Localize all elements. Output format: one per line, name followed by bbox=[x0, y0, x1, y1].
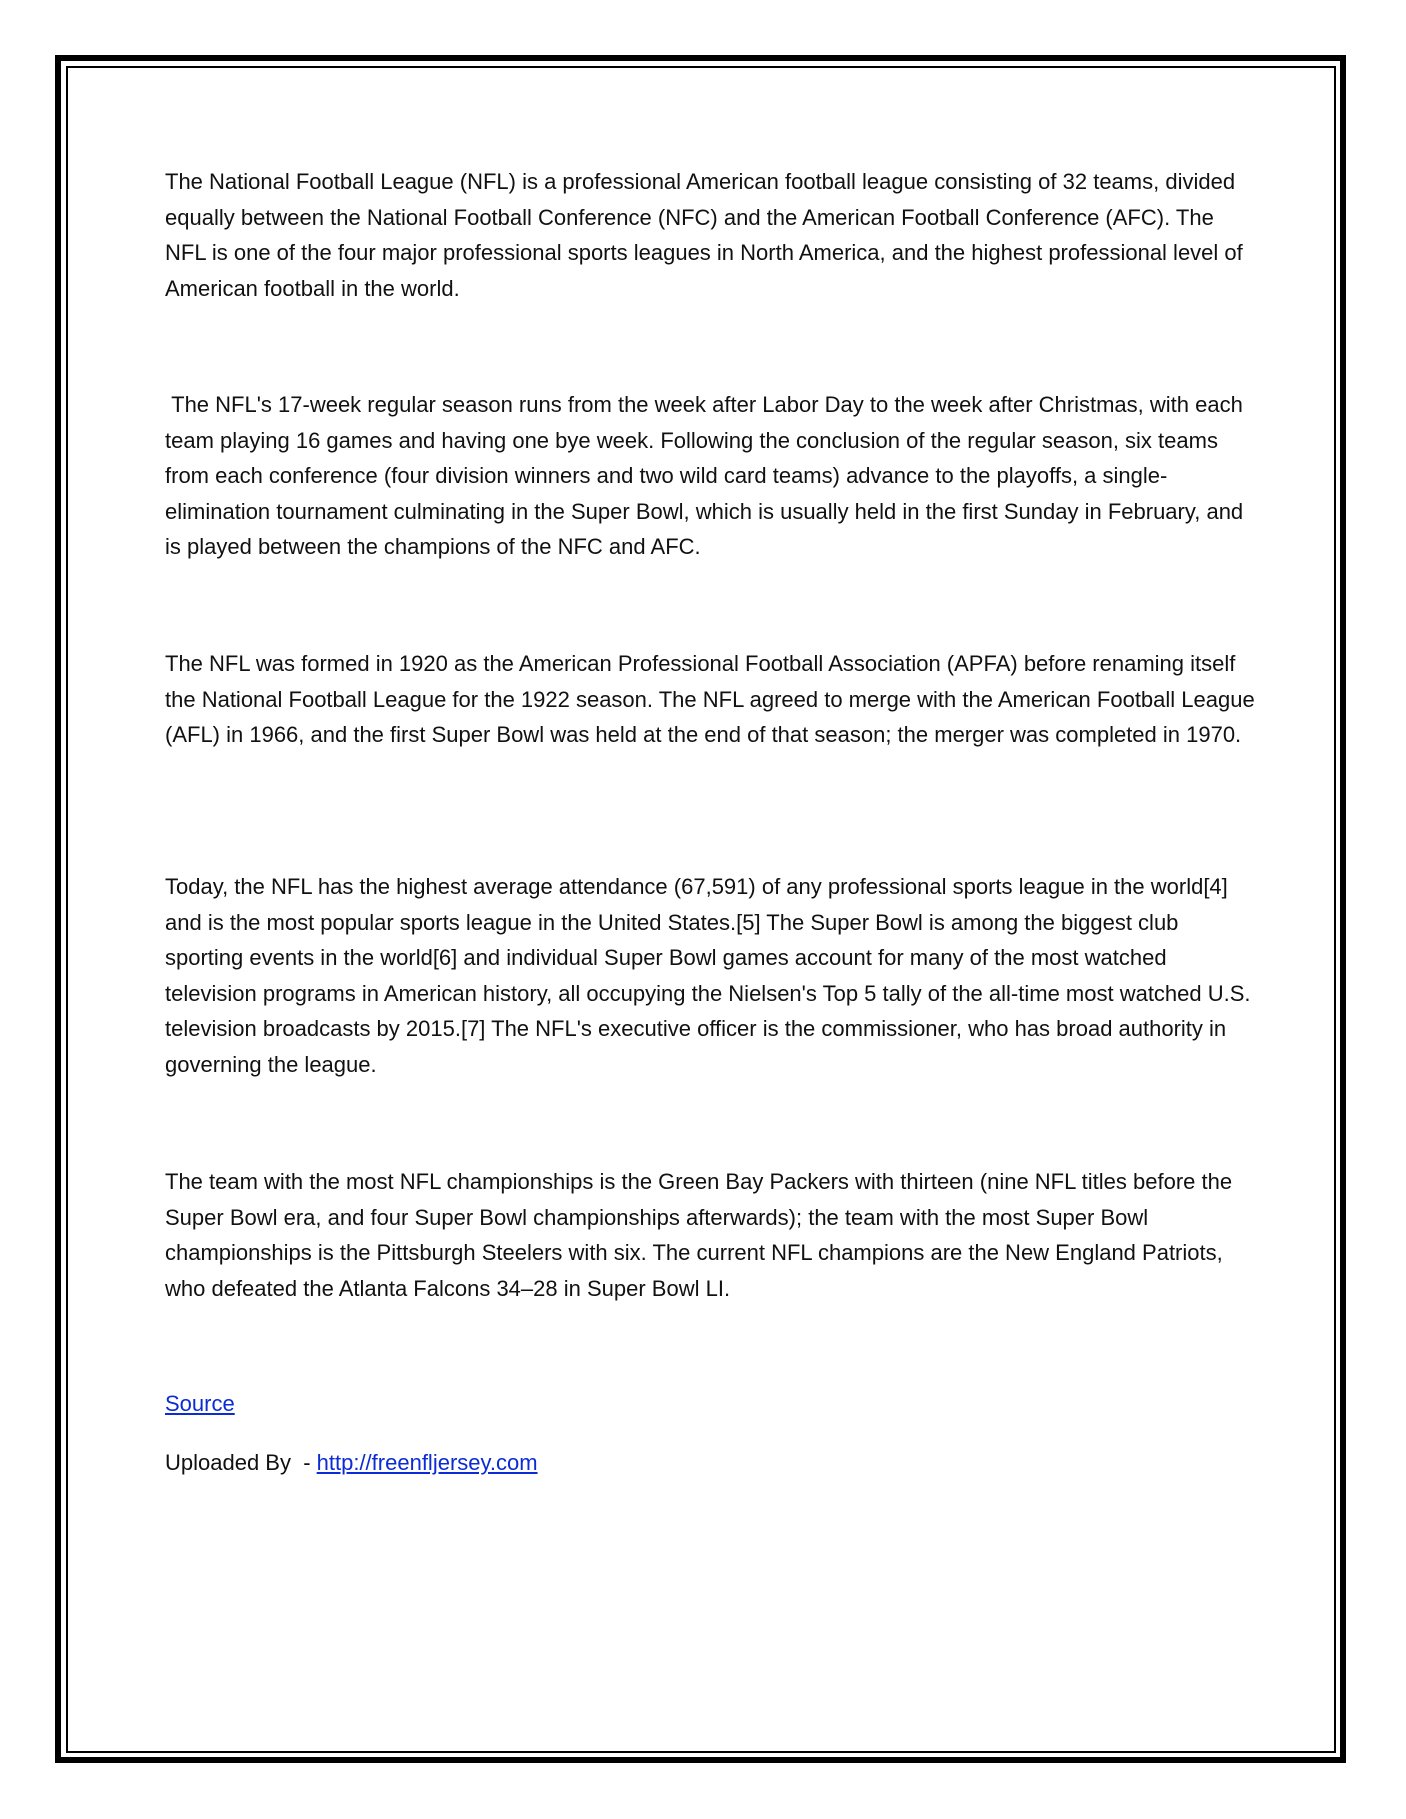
paragraph-championships: The team with the most NFL championships is the Green Bay Packers with thirteen (nine NFL titles before the Super Bowl era, and four Super Bowl championships afterwards); the team with the most Super Bowl championships is the Pittsburgh Steelers with six. The current NFL champions are the New England Patriots, who defeated the Atlanta Falcons 34–28 in Super Bowl LI. bbox=[165, 1169, 1233, 1301]
uploaded-by-line bbox=[165, 1445, 538, 1481]
uploaded-by-label: Uploaded By - bbox=[165, 1450, 317, 1475]
paragraph-history: The NFL was formed in 1920 as the American Professional Football Association (APFA) before renaming itself the National Football League for the 1922 season. The NFL agreed to merge with the American Football League (AFL) in 1966, and the first Super Bowl was held at the end of that season; the merger was completed in 1970. bbox=[165, 651, 1255, 747]
source-line bbox=[165, 1386, 235, 1422]
uploaded-by-link[interactable]: http://freenfljersey.com bbox=[316, 1450, 538, 1475]
paragraph-popularity: Today, the NFL has the highest average attendance (67,591) of any professional sports league in the world[4] and is the most popular sports league in the United States.[5] The Super Bowl is among the biggest club sporting events in the world[6] and individual Super Bowl games account for many of the most watched television programs in American history, all occupying the Nielsen's Top 5 tally of the all-time most watched U.S. television broadcasts by 2015.[7] The NFL's executive officer is the commissioner, who has broad authority in governing the league. bbox=[165, 874, 1251, 1077]
paragraph-nfl-overview: The National Football League (NFL) is a professional American football league consisting of 32 teams, divided equally between the National Football Conference (NFC) and the American Football Conference (AFC). The NFL is one of the four major professional sports leagues in North America, and the highest professional level of American football in the world. bbox=[165, 169, 1243, 301]
source-link[interactable]: Source bbox=[165, 1391, 235, 1416]
paragraph-regular-season: The NFL's 17-week regular season runs from the week after Labor Day to the week after Christmas, with each team playing 16 games and having one bye week. Following the conclusion of the regular season, six teams from each conference (four division winners and two wild card teams) advance to the playoffs, a single-elimination tournament culminating in the Super Bowl, which is usually held in the first Sunday in February, and is played between the champions of the NFC and AFC. bbox=[165, 392, 1250, 559]
